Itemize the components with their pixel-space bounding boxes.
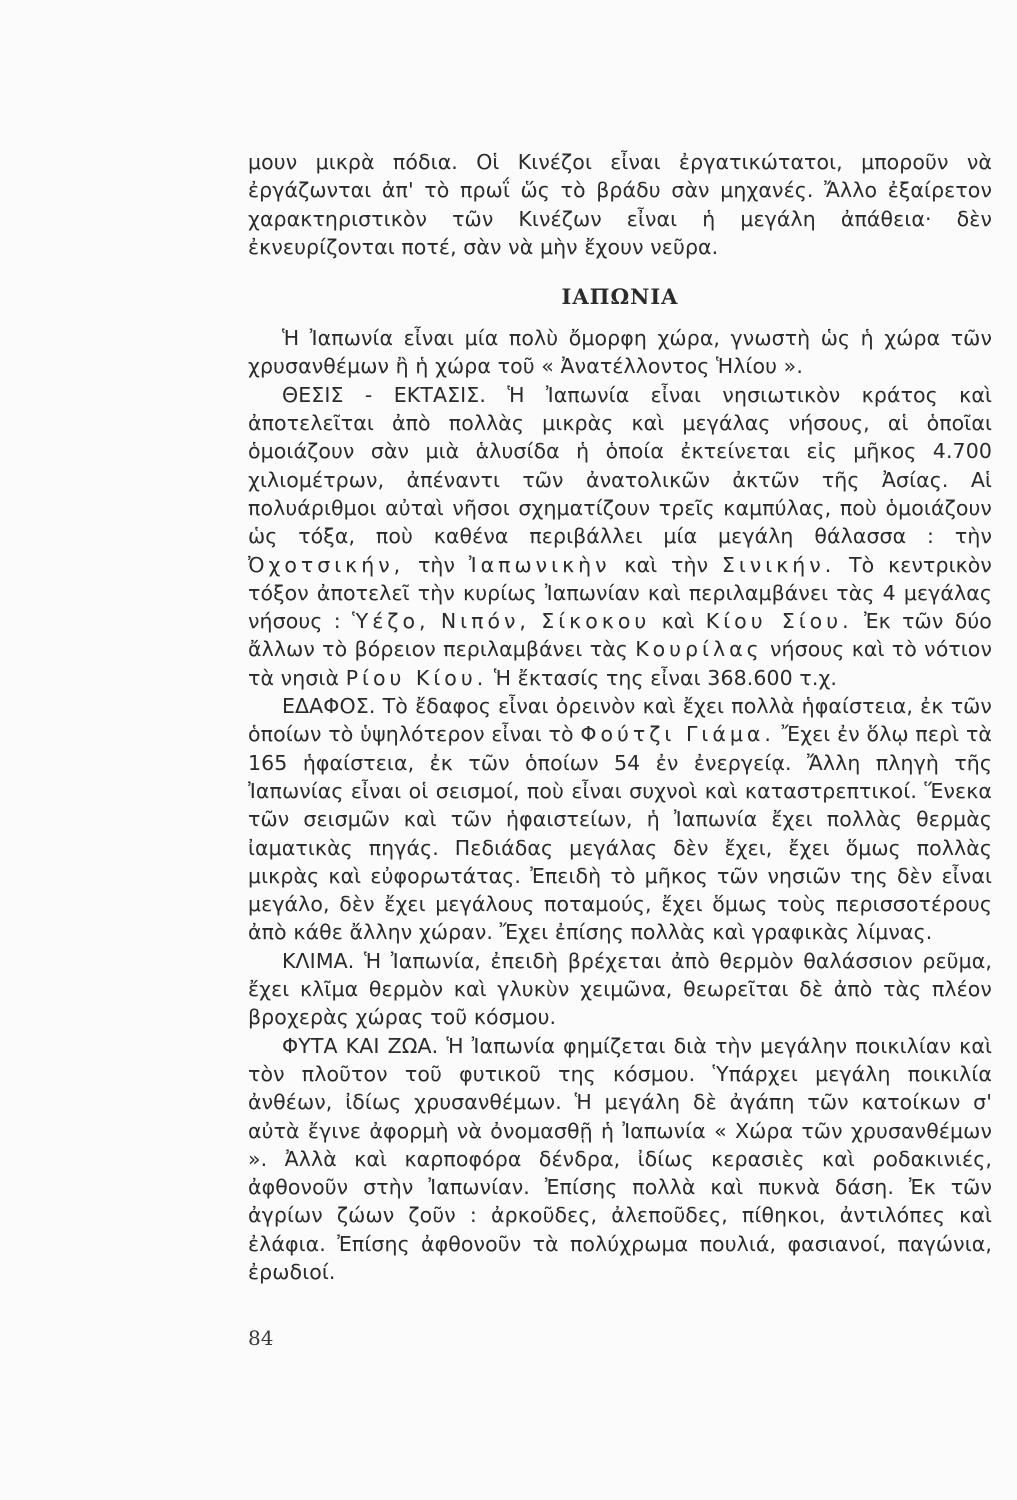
text: νήσους καὶ τὸ νότιον τὰ νησιὰ bbox=[248, 637, 993, 690]
text: Ἡ Ἰαπωνία εἶναι νησιωτικὸν κράτος καὶ ἀποτελεῖται ἀπὸ πολλὰς μικρὰς καὶ μεγάλας νήσους, αἱ ὁποῖαι ὁμοιάζουν σὰν μιὰ ἁλυσίδα ἡ ὁποία ἐκτείνεται εἰς μῆκος 4.700 χιλιομέτρων, ἀπέναντι τῶν ἀνατολικῶν ἀκτῶν τῆς Ἀσίας. Αἱ πολυάριθμοι αὐταὶ νῆσοι σχηματίζουν τρεῖς καμπύλας, ποὺ ὁμοιάζουν ὡς τόξα, ποὺ καθένα περιβάλλει μία μεγάλη θάλασσα : bbox=[248, 382, 992, 549]
island-name: Σίκοκου bbox=[541, 609, 651, 634]
text: τὴν bbox=[954, 524, 992, 549]
text: Ἡ Ἰαπωνία φημίζεται διὰ τὴν μεγάλην ποικιλίαν καὶ τὸν πλοῦτον τοῦ φυτικοῦ της κόσμου. Ὑπάρχει μεγάλη ποικιλία ἀνθέων, ἰδίως χρυσανθέμων. Ἡ μεγάλη δὲ ἀγάπη τῶν κατοίκων σ' αὐτὰ ἔγινε ἀφορμὴ νὰ ὀνομασθῇ ἡ Ἰαπωνία « Χώρα τῶν χρυσανθέμων ». Ἀλλὰ καὶ καρποφόρα δένδρα, ἰδίως κερασιὲς καὶ ροδακινιές, ἀφθονοῦν στὴν Ἰαπωνίαν. Ἐπίσης πολλὰ καὶ πυκνὰ δάση. Ἐκ τῶν ἀγρίων ζώων ζοῦν : ἀρκοῦδες, ἀλεποῦδες, πίθηκοι, ἀντιλόπες καὶ ἐλάφια. Ἐπίσης ἀφθονοῦν τὰ πολύχρωμα πουλιά, φασιανοί, παγώνια, ἐρωδιοί. bbox=[248, 1033, 992, 1284]
text: Ἔχει ἐν ὅλῳ περὶ τὰ 165 ἡφαίστεια, ἐκ τῶν ὁποίων 54 ἐν ἐνεργείᾳ. Ἄλλη πληγὴ τῆς Ἰαπωνίας εἶναι οἱ σεισμοί, ποὺ εἶναι συχνοὶ καὶ καταστρεπτικοί. Ἕνεκα τῶν σεισμῶν καὶ τῶν ἡφαιστείων, ἡ Ἰαπωνία ἔχει πολλὰς θερμὰς ἰαματικὰς πηγάς. Πεδιάδας μεγάλας δὲν ἔχει, ἔχει ὅμως πολλὰς μικρὰς καὶ εὐφορωτάτας. Ἐπειδὴ τὸ μῆκος τῶν νησιῶν της δὲν εἶναι μεγάλο, δὲν ἔχει μεγάλους ποταμούς, ἔχει ὅμως τοὺς περισσοτέρους ἀπὸ κάθε ἄλλην χώραν. Ἔχει ἐπίσης πολλὰς καὶ γραφικὰς λίμνας. bbox=[248, 722, 993, 945]
label-position-area: ΘΕΣΙΣ - ΕΚΤΑΣΙΣ. bbox=[282, 382, 486, 407]
label-climate: ΚΛΙΜΑ. bbox=[282, 948, 355, 973]
paragraph-flora-fauna bbox=[248, 1032, 992, 1287]
section-title: ΙΑΠΩΝΙΑ bbox=[561, 284, 679, 310]
page-number: 84 bbox=[248, 1326, 274, 1350]
label-flora-fauna: ΦΥΤΑ ΚΑΙ ΖΩΑ. bbox=[282, 1033, 439, 1058]
sea-name: Ὀχοτσικήν, bbox=[248, 552, 405, 577]
text: Τὸ ἔδαφος εἶναι ὀρεινὸν καὶ ἔχει πολλὰ ἡφαίστεια, ἐκ τῶν ὁποίων τὸ ὑψηλότερον εἶναι τὸ bbox=[248, 694, 992, 747]
island-name: Κουρίλας bbox=[635, 637, 763, 662]
text: Ἡ Ἰαπωνία, ἐπειδὴ βρέχεται ἀπὸ θερμὸν θαλάσσιον ρεῦμα, ἔχει κλῖμα θερμὸν καὶ γλυκὺν χειμῶνα, θεωρεῖται δὲ ἀπὸ τὰς πλέον βροχερὰς χώρας τοῦ κόσμου. bbox=[248, 948, 992, 1030]
paragraph-position-area bbox=[248, 381, 992, 692]
label-terrain: ΕΔΑΦΟΣ. bbox=[282, 694, 376, 719]
text: καὶ τὴν bbox=[624, 552, 709, 577]
intro-paragraph: μουν μικρὰ πόδια. Οἱ Κινέζοι εἶναι ἐργατικώτατοι, μποροῦν νὰ ἐργάζωνται ἀπ' τὸ πρωΐ ὥς τὸ βράδυ σὰν μηχανές. Ἄλλο ἐξαίρετον χαρακτηριστικὸν τῶν Κινέζων εἶναι ἡ μεγάλη ἀπάθεια· δὲν ἐκνευρίζονται ποτέ, σὰν νὰ μὴν ἔχουν νεῦρα. bbox=[248, 150, 992, 259]
text: Ἐκ τῶν δύο ἄλλων τὸ βόρειον περιλαμβάνει τὰς bbox=[248, 609, 992, 662]
paragraph-terrain bbox=[248, 692, 992, 947]
volcano-name: Φούτζι Γιάμα. bbox=[580, 722, 775, 747]
text: καὶ bbox=[661, 609, 695, 634]
text: τὴν bbox=[417, 552, 456, 577]
island-name: Νιπόν, bbox=[440, 609, 530, 634]
text: Ἡ ἔκτασίς της εἶναι 368.600 τ.χ. bbox=[493, 665, 838, 690]
paragraph-climate bbox=[248, 947, 992, 1032]
text-block bbox=[248, 148, 992, 1286]
sea-name: Ἰαπωνικὴν bbox=[468, 552, 611, 577]
text: Τὸ κεντρικὸν τόξον ἀποτελεῖ τὴν κυρίως Ἰαπωνίαν καὶ περιλαμβάνει τὰς 4 μεγάλας νήσους : bbox=[248, 552, 992, 634]
island-name: Κίου Σίου. bbox=[705, 609, 853, 634]
paragraph-intro-japan: Ἡ Ἰαπωνία εἶναι μία πολὺ ὄμορφη χώρα, γνωστὴ ὡς ἡ χώρα τῶν χρυσανθέμων ἢ ἡ χώρα τοῦ « Ἀνατέλλοντος Ἡλίου ». bbox=[248, 326, 992, 379]
island-name: Ρίου Κίου. bbox=[345, 665, 488, 690]
island-name: Ὑέζο, bbox=[352, 609, 430, 634]
sea-name: Σινικήν. bbox=[721, 552, 836, 577]
